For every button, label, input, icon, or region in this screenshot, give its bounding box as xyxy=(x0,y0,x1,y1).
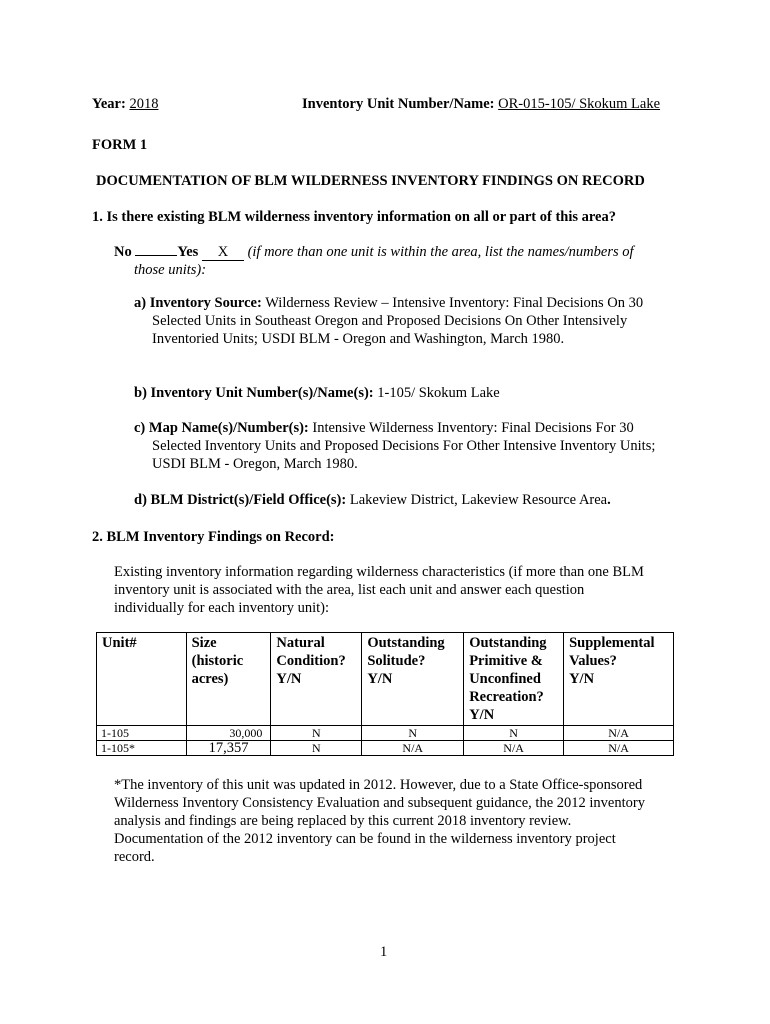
item-c-text-line3: USDI BLM - Oregon, March 1980. xyxy=(152,456,358,472)
no-label: No xyxy=(114,244,132,260)
cell-recreation: N/A xyxy=(464,741,564,756)
cell-natural: N xyxy=(271,741,362,756)
item-d-text: Lakeview District, Lakeview Resource Area xyxy=(349,492,608,508)
item-c-map-name xyxy=(134,419,634,437)
cell-unit: 1-105 xyxy=(97,726,187,741)
question-2: 2. BLM Inventory Findings on Record: xyxy=(92,529,335,545)
cell-solitude: N xyxy=(362,726,464,741)
header-unit: Unit# xyxy=(97,633,187,726)
header-natural-condition: Natural Condition? Y/N xyxy=(271,633,362,726)
item-c-text: Intensive Wilderness Inventory: Final Decisions For 30 xyxy=(312,420,634,436)
footnote-line4: Documentation of the 2012 inventory can be found in the wilderness inventory project xyxy=(114,831,616,847)
question-2-intro-line2: inventory unit is associated with the area, list each unit and answer each question xyxy=(114,582,585,598)
question-1: 1. Is there existing BLM wilderness inventory information on all or part of this area? xyxy=(92,209,616,225)
year-label: Year: xyxy=(92,96,126,112)
item-d-period: . xyxy=(607,492,611,508)
no-blank xyxy=(135,255,177,256)
item-a-text: Wilderness Review – Intensive Inventory: Final Decisions On 30 xyxy=(265,295,644,311)
inventory-unit-value: OR-015-105/ Skokum Lake xyxy=(498,96,661,112)
item-d-district xyxy=(134,491,611,509)
header-size: Size (historic acres) xyxy=(186,633,271,726)
question-2-intro-line1: Existing inventory information regarding wilderness characteristics (if more than one BLM xyxy=(114,564,644,580)
header-outstanding-recreation: Outstanding Primitive & Unconfined Recreation? Y/N xyxy=(464,633,564,726)
item-a-label: a) Inventory Source: xyxy=(134,295,262,311)
cell-size: 17,357 xyxy=(186,741,271,756)
year-value: 2018 xyxy=(129,96,159,112)
table-header-row xyxy=(97,633,674,726)
footnote-line3: analysis and findings are being replaced by this current 2018 inventory review. xyxy=(114,813,572,829)
cell-recreation: N xyxy=(464,726,564,741)
cell-natural: N xyxy=(271,726,362,741)
yes-no-answer xyxy=(114,243,634,261)
form-label: FORM 1 xyxy=(92,137,148,153)
multi-unit-instruction-cont: those units): xyxy=(134,262,207,278)
cell-size: 30,000 xyxy=(186,726,271,741)
inventory-unit-label: Inventory Unit Number/Name: xyxy=(302,96,495,112)
cell-supplemental: N/A xyxy=(564,726,674,741)
footnote-line2: Wilderness Inventory Consistency Evaluation and subsequent guidance, the 2012 inventory xyxy=(114,795,645,811)
item-c-text-line2: Selected Inventory Units and Proposed Decisions For Other Intensive Inventory Units; xyxy=(152,438,656,454)
cell-solitude: N/A xyxy=(362,741,464,756)
findings-table xyxy=(96,632,674,756)
question-2-intro-line3: individually for each inventory unit): xyxy=(114,600,330,616)
inventory-unit-field xyxy=(302,95,660,113)
document-title: DOCUMENTATION OF BLM WILDERNESS INVENTORY FINDINGS ON RECORD xyxy=(96,173,645,189)
item-a-inventory-source xyxy=(134,294,643,312)
item-c-label: c) Map Name(s)/Number(s): xyxy=(134,420,309,436)
cell-unit: 1-105* xyxy=(97,741,187,756)
multi-unit-instruction: (if more than one unit is within the area, list the names/numbers of xyxy=(247,244,634,260)
yes-label: Yes xyxy=(177,244,199,260)
header-supplemental-values: Supplemental Values? Y/N xyxy=(564,633,674,726)
item-b-text: 1-105/ Skokum Lake xyxy=(377,385,500,401)
item-b-inventory-unit xyxy=(134,384,500,402)
item-d-label: d) BLM District(s)/Field Office(s): xyxy=(134,492,347,508)
table-row xyxy=(97,726,674,741)
footnote-line5: record. xyxy=(114,849,155,865)
header-outstanding-solitude: Outstanding Solitude? Y/N xyxy=(362,633,464,726)
cell-supplemental: N/A xyxy=(564,741,674,756)
year-field xyxy=(92,95,158,113)
yes-blank: X xyxy=(202,244,244,261)
page-number: 1 xyxy=(380,944,388,960)
item-b-label: b) Inventory Unit Number(s)/Name(s): xyxy=(134,385,374,401)
item-a-text-line3: Inventoried Units; USDI BLM - Oregon and Washington, March 1980. xyxy=(152,331,565,347)
footnote-line1: *The inventory of this unit was updated in 2012. However, due to a State Office-sponsored xyxy=(114,777,643,793)
item-a-text-line2: Selected Units in Southeast Oregon and Proposed Decisions On Other Intensively xyxy=(152,313,628,329)
table-row xyxy=(97,741,674,756)
